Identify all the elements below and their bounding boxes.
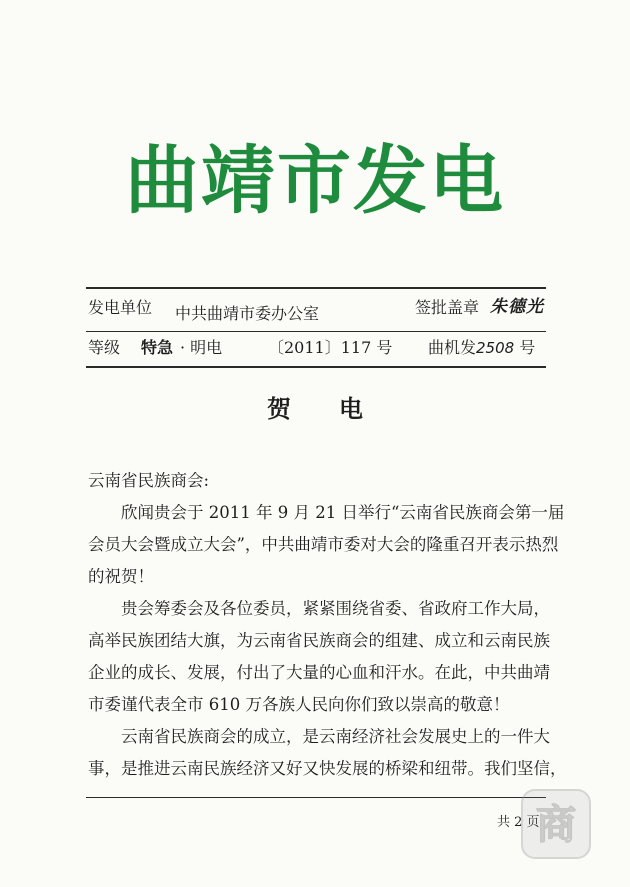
header-bottom-rule	[86, 366, 546, 368]
body-line: 云南省民族商会的成立，是云南经济社会发展史上的一件大	[88, 727, 550, 746]
masthead-title: 曲靖市发电	[125, 138, 505, 224]
header-top-rule	[86, 287, 546, 289]
shang-logo-icon	[521, 789, 591, 859]
recipient-line: 云南省民族商会:	[88, 471, 210, 490]
document-title: 贺 电	[267, 394, 363, 423]
body-line: 高举民族团结大旗，为云南省民族商会的组建、成立和云南民族	[88, 631, 550, 650]
body-line: 企业的成长、发展，付出了大量的心血和汗水。在此，中共曲靖	[88, 663, 550, 682]
out-number-prefix: 曲机发	[428, 338, 477, 357]
sender-value: 中共曲靖市委办公室	[175, 304, 320, 323]
body-line: 市委谨代表全市 610 万各族人民向你们致以崇高的敬意！	[88, 695, 510, 714]
header-middle-rule	[86, 331, 546, 332]
sign-label: 签批盖章	[415, 298, 480, 317]
out-number-handwritten: 2508	[476, 339, 515, 357]
page-count: 共 2 页	[497, 815, 540, 830]
grade-suffix: · 明电	[180, 338, 223, 357]
grade-value: 特急	[141, 338, 174, 357]
footer-rule	[86, 797, 546, 798]
doc-number: 〔2011〕117 号	[268, 338, 393, 357]
out-number-label	[428, 338, 535, 358]
grade-label: 等级	[88, 338, 121, 357]
watermark-glyph: 商	[536, 802, 576, 848]
out-number-suffix: 号	[519, 338, 536, 357]
sender-label: 发电单位	[88, 298, 153, 317]
sign-value: 朱德光	[490, 297, 544, 317]
body-line: 的祝贺！	[88, 567, 154, 586]
body-line: 事，是推进云南民族经济又好又快发展的桥梁和纽带。我们坚信，	[88, 759, 567, 778]
body-line: 欣闻贵会于 2011 年 9 月 21 日举行“云南省民族商会第一届	[88, 503, 565, 522]
body-line: 贵会筹委会及各位委员，紧紧围绕省委、省政府工作大局，	[88, 599, 550, 618]
body-line: 会员大会暨成立大会”，中共曲靖市委对大会的隆重召开表示热烈	[88, 535, 559, 554]
